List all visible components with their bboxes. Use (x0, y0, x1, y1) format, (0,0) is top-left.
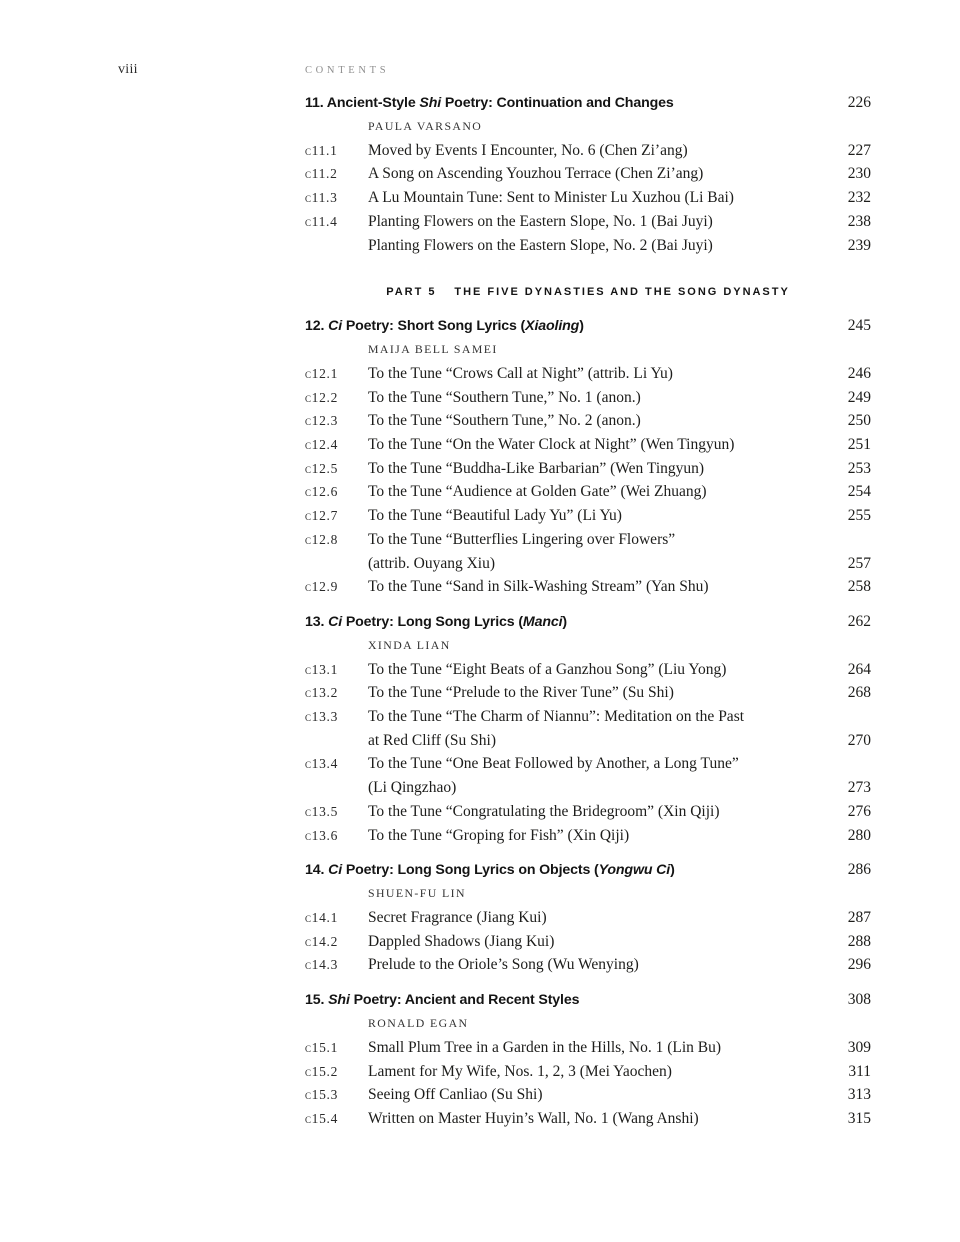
entry-label: c12.9 (305, 579, 339, 595)
entry-page-number: 311 (848, 1062, 871, 1080)
chapter-title-part: Ci (328, 862, 343, 879)
entry-row (305, 1107, 871, 1131)
entry-page-number: 270 (847, 731, 871, 749)
entry-title: Secret Fragrance (Jiang Kui) (368, 908, 547, 926)
entry-row (305, 552, 871, 576)
author-row (305, 1012, 871, 1036)
entry-title: To the Tune “The Charm of Niannu”: Meditation on the Past (368, 708, 745, 726)
entry-title: To the Tune “Southern Tune,” No. 1 (anon.) (368, 388, 641, 406)
entry-label: c14.1 (305, 909, 339, 925)
chapter-title-part: 14. (305, 862, 329, 879)
entry-row (305, 906, 871, 930)
entry-page-number: 232 (847, 189, 871, 207)
entry-row (305, 504, 871, 528)
entry-title: Dappled Shadows (Jiang Kui) (368, 932, 555, 950)
author-name: PAULA VARSANO (368, 119, 483, 133)
entry-title: To the Tune “Eight Beats of a Ganzhou Song” (Liu Yong) (368, 660, 727, 678)
entry-label: c11.4 (305, 213, 338, 229)
entry-page-number: 273 (847, 779, 871, 797)
entry-page-number: 287 (847, 908, 871, 926)
entry-page-number: 296 (847, 956, 871, 974)
page-folio: viii (118, 62, 138, 77)
entry-row (305, 409, 871, 433)
chapter-title-part: ) (579, 318, 584, 335)
chapter-row (305, 314, 871, 338)
entry-title: (attrib. Ouyang Xiu) (368, 554, 495, 572)
entry-page-number: 264 (847, 660, 871, 678)
chapter-title-part: 11. Ancient-Style (305, 95, 420, 111)
chapter-title-part: Shi (328, 992, 350, 1009)
entry-row (305, 729, 871, 753)
entry-row (305, 162, 871, 186)
entry-row (305, 457, 871, 481)
entry-page-number: 254 (847, 483, 871, 501)
entry-row (305, 1036, 871, 1060)
chapter-title-part: Manci (522, 613, 563, 630)
entry-page-number: 253 (847, 459, 871, 477)
running-head: CONTENTS (305, 65, 390, 76)
chapter-title-part: Xiaoling (525, 318, 580, 335)
chapter-title (305, 988, 805, 1012)
entry-page-number: 251 (847, 436, 871, 454)
entry-label: c15.2 (305, 1063, 339, 1079)
entry-title: To the Tune “One Beat Followed by Another, a Long Tune” (368, 755, 739, 773)
entry-title: A Song on Ascending Youzhou Terrace (Chen Zi’ang) (368, 165, 704, 183)
chapter-title-part: Ci (328, 613, 343, 630)
chapter-title-part: 15. (305, 992, 329, 1009)
chapter-title-part: Ci (328, 318, 343, 335)
entry-row (305, 776, 871, 800)
chapter-title-part: Poetry: Continuation and Changes (441, 95, 674, 111)
chapter-title-part: ) (562, 613, 567, 630)
chapter-title-part: 12. (305, 318, 329, 335)
entry-label: c15.4 (305, 1110, 339, 1126)
entry-title: To the Tune “Congratulating the Bridegroom” (Xin Qiji) (368, 802, 720, 820)
entry-page-number: 288 (847, 932, 871, 950)
entry-row (305, 953, 871, 977)
entry-title: Written on Master Huyin’s Wall, No. 1 (Wang Anshi) (368, 1109, 699, 1127)
entry-label: c13.6 (305, 827, 339, 843)
toc-list (305, 91, 871, 1131)
entry-title: A Lu Mountain Tune: Sent to Minister Lu Xuzhou (Li Bai) (368, 189, 734, 207)
entry-row (305, 752, 871, 776)
entry-label: c12.8 (305, 531, 339, 547)
entry-title: To the Tune “Audience at Golden Gate” (Wei Zhuang) (368, 483, 707, 501)
chapter-row (305, 91, 871, 115)
entry-title: To the Tune “Buddha-Like Barbarian” (Wen Tingyun) (368, 459, 705, 477)
chapter-row (305, 988, 871, 1012)
entry-row (305, 705, 871, 729)
entry-label: c14.2 (305, 933, 339, 949)
entry-label: c11.2 (305, 166, 338, 182)
entry-title: at Red Cliff (Su Shi) (368, 731, 497, 749)
entry-label: c12.1 (305, 365, 339, 381)
author-row (305, 882, 871, 906)
chapter-row (305, 610, 871, 634)
entry-row (305, 1060, 871, 1084)
entry-label: c13.2 (305, 685, 339, 701)
chapter-title-part: Poetry: Long Song Lyrics ( (342, 613, 523, 630)
entry-title: To the Tune “Crows Call at Night” (attrib. Li Yu) (368, 364, 673, 382)
chapter-title (305, 858, 805, 882)
entry-page-number: 255 (847, 507, 871, 525)
entry-page-number: 309 (847, 1038, 871, 1056)
entry-label: c12.3 (305, 413, 339, 429)
entry-label: c12.5 (305, 460, 339, 476)
author-name: MAIJA BELL SAMEI (368, 342, 498, 357)
chapter-page-number: 262 (847, 612, 871, 630)
entry-label: c13.3 (305, 709, 339, 725)
chapter-page-number: 226 (847, 94, 871, 111)
entry-title: Seeing Off Canliao (Su Shi) (368, 1086, 543, 1104)
entry-title: To the Tune “On the Water Clock at Night” (Wen Tingyun) (368, 436, 735, 454)
entry-title: Prelude to the Oriole’s Song (Wu Wenying) (368, 956, 639, 974)
author-name: SHUEN-FU LIN (368, 886, 466, 901)
entry-title: (Li Qingzhao) (368, 779, 457, 797)
entry-label: c14.3 (305, 957, 339, 973)
chapter-title (305, 610, 805, 634)
entry-title: To the Tune “Butterflies Lingering over Flowers” (368, 530, 676, 548)
entry-row (305, 800, 871, 824)
entry-row (305, 186, 871, 210)
entry-label: c12.2 (305, 389, 339, 405)
entry-title: Planting Flowers on the Eastern Slope, No. 2 (Bai Juyi) (368, 236, 713, 254)
part-divider (305, 282, 871, 302)
entry-label: c11.1 (305, 142, 338, 158)
entry-label: c11.3 (305, 190, 338, 206)
entry-row (305, 139, 871, 163)
chapter-title (305, 91, 805, 115)
entry-title: Lament for My Wife, Nos. 1, 2, 3 (Mei Yaochen) (368, 1062, 672, 1080)
entry-row (305, 658, 871, 682)
part-title: THE FIVE DYNASTIES AND THE SONG DYNASTY (454, 286, 790, 299)
chapter-title-part: Poetry: Ancient and Recent Styles (349, 992, 580, 1009)
chapter-page-number: 245 (847, 317, 871, 335)
entry-row (305, 681, 871, 705)
author-row (305, 634, 871, 658)
entry-label: c15.3 (305, 1087, 339, 1103)
entry-row (305, 1083, 871, 1107)
entry-row (305, 930, 871, 954)
entry-page-number: 257 (847, 554, 871, 572)
entry-title: To the Tune “Sand in Silk-Washing Stream” (Yan Shu) (368, 578, 709, 596)
entry-title: Small Plum Tree in a Garden in the Hills, No. 1 (Lin Bu) (368, 1038, 722, 1056)
chapter-title-part: Yongwu Ci (598, 862, 671, 879)
author-row (305, 338, 871, 362)
entry-row (305, 362, 871, 386)
entry-label: c12.6 (305, 484, 339, 500)
entry-page-number: 238 (847, 212, 871, 230)
entry-page-number: 258 (847, 578, 871, 596)
part-label: PART 5 (386, 286, 437, 299)
entry-row (305, 386, 871, 410)
chapter-title-part: Poetry: Short Song Lyrics ( (342, 318, 526, 335)
entry-row (305, 824, 871, 848)
entry-title: To the Tune “Beautiful Lady Yu” (Li Yu) (368, 507, 622, 525)
entry-page-number: 230 (847, 165, 871, 183)
author-name: RONALD EGAN (368, 1016, 469, 1031)
entry-page-number: 313 (847, 1086, 871, 1104)
entry-label: c13.1 (305, 661, 339, 677)
entry-title: To the Tune “Groping for Fish” (Xin Qiji) (368, 826, 630, 844)
entry-page-number: 280 (847, 826, 871, 844)
chapter-page-number: 286 (847, 861, 871, 879)
entry-title: To the Tune “Prelude to the River Tune” (Su Shi) (368, 684, 674, 702)
entry-label: c12.7 (305, 508, 339, 524)
chapter-title-part: 13. (305, 613, 329, 630)
entry-row (305, 210, 871, 234)
entry-row (305, 528, 871, 552)
entry-row (305, 234, 871, 258)
author-row (305, 115, 871, 139)
entry-page-number: 249 (847, 388, 871, 406)
entry-page-number: 276 (847, 802, 871, 820)
entry-page-number: 227 (847, 141, 871, 159)
entry-page-number: 268 (847, 684, 871, 702)
chapter-title-part: Poetry: Long Song Lyrics on Objects ( (342, 862, 599, 879)
author-name: XINDA LIAN (368, 637, 451, 652)
entry-page-number: 239 (847, 236, 871, 254)
entry-label: c12.4 (305, 437, 339, 453)
entry-page-number: 246 (847, 364, 871, 382)
entry-title: Moved by Events I Encounter, No. 6 (Chen Zi’ang) (368, 141, 688, 159)
chapter-page-number: 308 (847, 991, 871, 1009)
chapter-title-part: Shi (419, 95, 442, 111)
entry-label: c13.5 (305, 803, 339, 819)
entry-page-number: 315 (847, 1109, 871, 1127)
chapter-title (305, 314, 805, 338)
entry-page-number: 250 (847, 412, 871, 430)
entry-label: c13.4 (305, 756, 339, 772)
entry-row (305, 480, 871, 504)
entry-row (305, 433, 871, 457)
entry-title: Planting Flowers on the Eastern Slope, No. 1 (Bai Juyi) (368, 212, 713, 230)
chapter-title-part: ) (670, 862, 675, 879)
entry-title: To the Tune “Southern Tune,” No. 2 (anon.) (368, 412, 641, 430)
entry-row (305, 575, 871, 599)
chapter-row (305, 858, 871, 882)
entry-label: c15.1 (305, 1039, 339, 1055)
